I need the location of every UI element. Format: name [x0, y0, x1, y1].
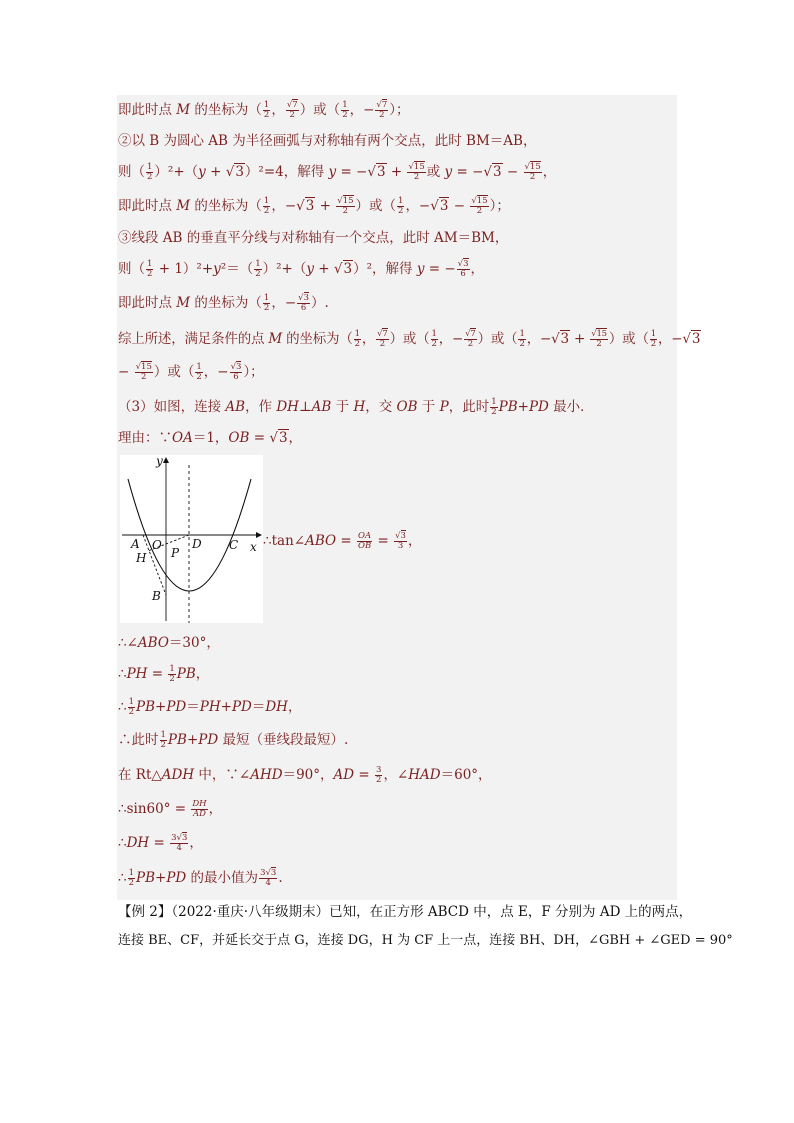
- line-1: 即此时点 M 的坐标为（ $\frac{1}{2}$ ， $\frac{√7}{2}$ ）或（ $\frac{1}{2}$ ，− $\frac{√7}{2}$ ）；: [118, 100, 410, 120]
- line-4: 即此时点 M 的坐标为（ $\frac{1}{2}$ ，−√3 + $\frac{√15}{2}$ ）或（ $\frac{1}{2}$ ，−√3 − $\frac{√15}{2}$ ）；: [118, 196, 510, 216]
- label-h: H: [136, 551, 147, 565]
- line-5: [118, 228, 508, 248]
- line-3: 则（ $\frac{1}{2}$ ）²+（y + √3）²=4，解得 y = −√3 + $\frac{√15}{2}$ 或 y = −√3 − $\frac{√15}{2}$ ，: [118, 162, 557, 182]
- line-18: ∴sin60° = $\frac{DH}{AD}$ ，: [118, 799, 223, 819]
- line-20: ∴ $\frac{1}{2}$ PB+PD 的最小值为 $\frac{3√3}{4}$ .: [118, 868, 283, 888]
- label-b: B: [152, 589, 161, 603]
- example-line-1: 【例 2】（2022·重庆·八年级期末）已知，在正方形 ABCD 中，点 E，F 分别为 AD 上的两点，: [118, 904, 693, 920]
- line-17: 在 Rt△ADH 中，∵∠AHD＝90°，AD = $\frac{3}{2}$ ，∠HAD＝60°，: [118, 765, 492, 785]
- line-11: 理由：∵OA＝1，OB = √3，: [118, 430, 303, 446]
- x-axis-arrow: [256, 532, 262, 538]
- line-9: − $\frac{√15}{2}$ ）或（ $\frac{1}{2}$ ，− $\frac{√3}{6}$ ）；: [118, 362, 264, 382]
- line-15: ∴ $\frac{1}{2}$ PB+PD＝PH+PD＝DH，: [118, 697, 302, 717]
- line-6: 则（ $\frac{1}{2}$ + 1）²+y²＝（ $\frac{1}{2}$ ）²+（y + √3）²，解得 y = − $\frac{√3}{6}$ ，: [118, 259, 485, 279]
- line-14: ∴PH = $\frac{1}{2}$ PB，: [118, 664, 210, 684]
- line-7: 即此时点 M 的坐标为（ $\frac{1}{2}$ ，− $\frac{√3}{6}$ ）.: [118, 293, 329, 313]
- label-y: y: [156, 454, 163, 468]
- label-o: O: [152, 538, 162, 552]
- line-8: 综上所述，满足条件的点 M 的坐标为（ $\frac{1}{2}$ ， $\frac{√7}{2}$ ）或（ $\frac{1}{2}$ ，− $\frac{√7}{2}$ ）或（ $\frac{1}{2}$ ，−√3 + $\frac{√15}{2}$ ）或（ $\frac{1}{2}$ ，−√3: [118, 329, 701, 349]
- line-10: （3）如图，连接 AB，作 DH⊥AB 于 H，交 OB 于 P，此时 $\frac{1}{2}$ PB+PD 最小．: [118, 397, 594, 417]
- line-16: ∴此时 $\frac{1}{2}$ PB+PD 最短（垂线段最短）.: [118, 730, 349, 750]
- label-d: D: [192, 537, 202, 551]
- line-2-text: ②以 B 为圆心 AB 为半径画弧与对称轴有两个交点，此时 BM＝AB，: [118, 133, 537, 149]
- line-13: ∴∠ABO＝30°，: [118, 635, 220, 651]
- line-2: [118, 131, 536, 151]
- y-axis-arrow: [163, 457, 169, 463]
- label-a: A: [131, 537, 140, 551]
- label-c: C: [229, 538, 239, 552]
- label-x: x: [250, 540, 257, 554]
- example-line-2: 连接 BE、CF，并延长交于点 G，连接 DG，H 为 CF 上一点，连接 BH、DH，∠GBH + ∠GED = 90°: [118, 933, 733, 948]
- line-5-text: ③线段 AB 的垂直平分线与对称轴有一个交点，此时 AM＝BM，: [118, 230, 509, 246]
- label-p: P: [171, 546, 180, 560]
- parabola-figure: [120, 455, 263, 623]
- line-19: ∴DH = $\frac{3√3}{4}$ ，: [118, 833, 203, 853]
- line-12: ∴tan∠ABO = $\frac{OA}{OB}$ = $\frac{√3}{3}$ ，: [263, 531, 422, 551]
